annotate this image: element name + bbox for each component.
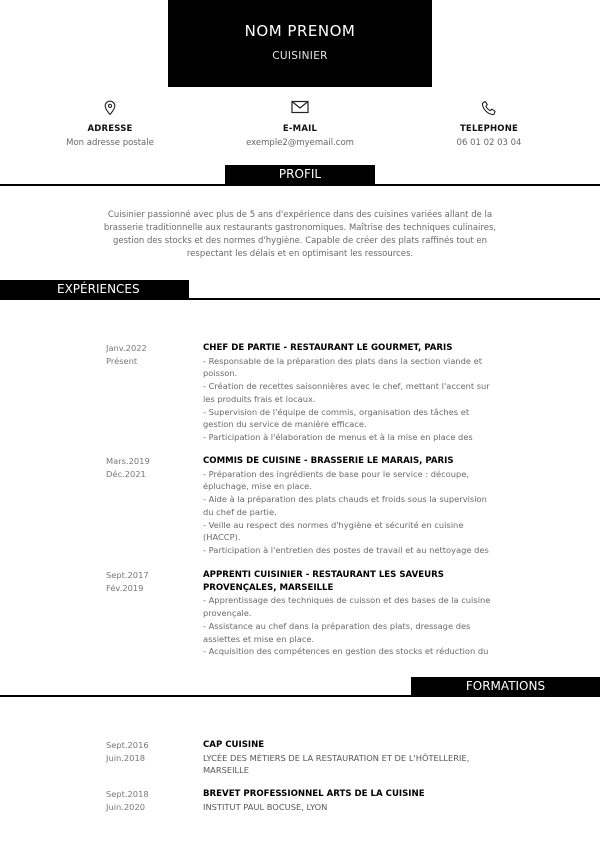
- description-line: - Préparation des ingrédients de base pour le service : découpe,: [203, 468, 470, 479]
- experience-title: APPRENTI CUISINIER - RESTAURANT LES SAVEURS: [203, 570, 444, 580]
- description-line: les produits frais et locaux.: [203, 393, 316, 404]
- date-range: [106, 569, 196, 594]
- school-line: LYCÉE DES MÉTIERS DE LA RESTAURATION ET DE L'HÔTELLERIE,: [203, 752, 470, 763]
- description-line: - Responsable de la préparation des plats dans la section viande et: [203, 355, 483, 366]
- description-line: assiettes et mise en place.: [203, 633, 315, 644]
- description-line: - Participation à l'élaboration de menus et à la mise en place des: [203, 431, 473, 442]
- location-pin-icon: [20, 100, 200, 120]
- start-date: Janv.2022: [106, 343, 147, 353]
- phone-value: 06 01 02 03 04: [456, 138, 522, 148]
- description-line: - Acquisition des compétences en gestion des stocks et réduction du: [203, 646, 489, 657]
- description-line: provençale.: [203, 608, 252, 619]
- experience-details: [203, 342, 493, 444]
- end-date: Présent: [106, 355, 138, 366]
- address-value: Mon adresse postale: [66, 138, 154, 148]
- contact-phone: [399, 100, 579, 148]
- description-line: - Aide à la préparation des plats chauds et froids sous la supervision: [203, 494, 487, 505]
- description-line: gestion du service de manière efficace.: [203, 419, 367, 430]
- description-line: (HACCP).: [203, 532, 241, 543]
- description-line: - Création de recettes saisonnières avec le chef, mettant l'accent sur: [203, 381, 490, 392]
- divider-formations: [0, 695, 600, 697]
- description-line: poisson.: [203, 368, 238, 379]
- description-line: - Veille au respect des normes d'hygiène et sécurité en cuisine: [203, 519, 464, 530]
- formation-title: CAP CUISINE: [203, 740, 265, 750]
- profile-line: Cuisinier passionné avec plus de 5 ans d'expérience dans des cuisines variées allant de la: [107, 210, 493, 220]
- experience-title: COMMIS DE CUISINE - BRASSERIE LE MARAIS, PARIS: [203, 456, 454, 466]
- experience-title: CHEF DE PARTIE - RESTAURANT LE GOURMET, PARIS: [203, 343, 453, 353]
- envelope-icon: [210, 100, 390, 120]
- start-date: Sept.2016: [106, 740, 149, 750]
- start-date: Sept.2018: [106, 789, 149, 799]
- start-date: Mars.2019: [106, 456, 150, 466]
- section-title-profile: PROFIL: [225, 165, 375, 184]
- school-line: INSTITUT PAUL BOCUSE, LYON: [203, 801, 328, 812]
- description-line: épluchage, mise en place.: [203, 481, 312, 492]
- school-line: MARSEILLE: [203, 765, 250, 776]
- description-line: - Assistance au chef dans la préparation des plats, dressage des: [203, 620, 471, 631]
- section-title-experiences: EXPÉRIENCES: [0, 280, 189, 299]
- phone-label: TELEPHONE: [459, 124, 519, 134]
- section-title-formations: FORMATIONS: [411, 677, 600, 696]
- candidate-name: NOM PRENOM: [244, 22, 356, 40]
- end-date: Fév.2019: [106, 582, 144, 593]
- header-banner: [168, 0, 432, 87]
- contact-address: [20, 100, 200, 148]
- profile-summary: [100, 209, 500, 261]
- experience-details: [203, 455, 493, 557]
- profile-line: gestion des stocks et des normes d'hygiène. Capable de créer des plats raffinés tout en: [112, 236, 488, 246]
- experience-title: PROVENÇALES, MARSEILLE: [203, 582, 334, 593]
- description-line: - Participation à l'entretien des postes de travail et au nettoyage des: [203, 544, 489, 555]
- date-range: [106, 739, 196, 764]
- job-title: CUISINIER: [272, 50, 328, 62]
- end-date: Juin.2018: [106, 752, 146, 763]
- profile-line: brasserie traditionnelle aux restaurants gastronomiques. Maîtrise des techniques culinaires,: [103, 223, 497, 233]
- description-line: - Apprentissage des techniques de cuisson et des bases de la cuisine: [203, 595, 491, 606]
- description-line: du chef de partie.: [203, 506, 277, 517]
- description-line: - Supervision de l'équipe de commis, organisation des tâches et: [203, 406, 470, 417]
- divider-profile: [0, 184, 600, 186]
- divider-experiences: [0, 298, 600, 300]
- email-label: E-MAIL: [282, 124, 318, 134]
- formation-title: BREVET PROFESSIONNEL ARTS DE LA CUISINE: [203, 789, 425, 799]
- end-date: Déc.2021: [106, 468, 146, 479]
- formation-details: [203, 788, 493, 813]
- date-range: [106, 455, 196, 480]
- start-date: Sept.2017: [106, 570, 149, 580]
- contact-email: [210, 100, 390, 148]
- address-label: ADRESSE: [87, 124, 133, 134]
- date-range: [106, 342, 196, 367]
- profile-line: respectant les délais et en optimisant les ressources.: [186, 249, 414, 259]
- formation-details: [203, 739, 493, 777]
- date-range: [106, 788, 196, 813]
- email-value[interactable]: exemple2@myemail.com: [246, 138, 354, 148]
- phone-icon: [399, 100, 579, 120]
- end-date: Juin.2020: [106, 801, 146, 812]
- experience-details: [203, 569, 493, 658]
